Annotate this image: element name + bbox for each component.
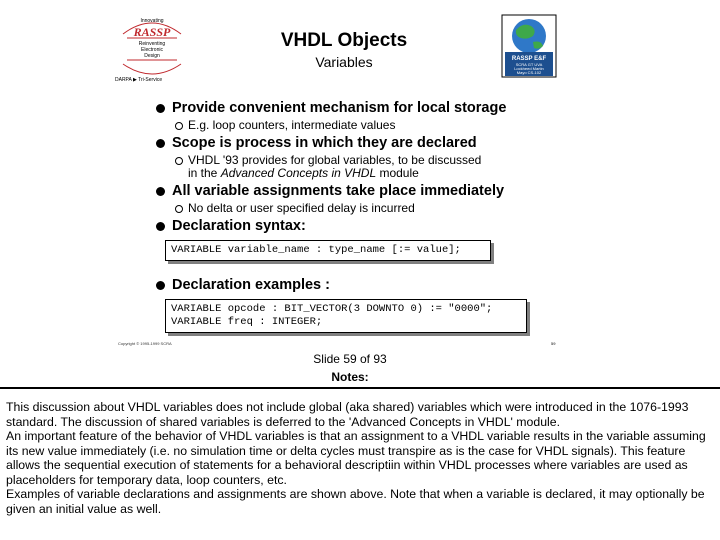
notes-paragraph: Examples of variable declarations and assignments are shown above. Note that when a variable is declared, it may optionally be given an initial value as well. [6, 487, 705, 516]
sub-bullet-line-c: module [376, 166, 419, 180]
bullet-scope [155, 135, 555, 152]
globe-line3: Mayo CS-102 [516, 70, 542, 75]
notes-paragraph: This discussion about VHDL variables does not include global (aka shared) variables which were introduced in the 1076-1993 standard. The discussion of shared variables is deferred to the 'Advanced Concepts in VHDL' module. [6, 400, 689, 429]
slide-content [155, 100, 555, 333]
logo-name: RASSP [133, 25, 171, 39]
slide-number: Slide 59 of 93 [313, 352, 387, 366]
globe-line1: SCRA GT UVA [515, 62, 543, 67]
bullet-dot-icon [156, 281, 165, 290]
slide-title: VHDL Objects [280, 30, 408, 51]
bullet-text: Scope is process in which they are declared [172, 135, 477, 151]
divider [0, 387, 720, 389]
sub-bullet-text: No delta or user specified delay is incurred [188, 201, 415, 215]
logo-line2: Electronic [141, 47, 163, 53]
sub-bullet-text [188, 154, 481, 180]
bullet-text: Provide convenient mechanism for local storage [172, 100, 507, 116]
slide [108, 6, 560, 344]
bullet-dot-icon [156, 187, 165, 196]
sub-bullet [175, 154, 555, 180]
notes-label: Notes: [331, 370, 369, 384]
bullet-dot-icon [156, 222, 165, 231]
bullet-local-storage [155, 100, 555, 117]
sub-bullet [175, 119, 555, 132]
module-name: Advanced Concepts in VHDL [220, 166, 377, 180]
bullet-immediate [155, 183, 555, 200]
bullet-text: Declaration examples : [172, 277, 330, 293]
sub-bullet-text: E.g. loop counters, intermediate values [188, 118, 396, 132]
bullet-declaration-examples [155, 277, 555, 294]
logo-line1: Reinventing [138, 41, 166, 47]
logo-top-text: Innovating [140, 18, 164, 24]
bullet-text: All variable assignments take place immediately [172, 183, 505, 199]
code-line: VARIABLE opcode : BIT_VECTOR(3 DOWNTO 0) := "0000"; [171, 303, 493, 315]
copyright: Copyright © 1995-1999 SCRA [118, 341, 172, 346]
globe-label: RASSP E&F [511, 56, 547, 62]
sub-bullet-line-a: VHDL '93 provides for global variables, to be discussed [188, 153, 482, 167]
rassp-ef-globe-logo [501, 14, 557, 78]
sub-bullet-ring-icon [175, 157, 183, 165]
bullet-dot-icon [156, 104, 165, 113]
notes-body [6, 400, 712, 516]
sub-bullet [175, 202, 555, 215]
bullet-dot-icon [156, 139, 165, 148]
slide-page-mark: 59 [551, 341, 556, 346]
example-code-box [165, 299, 527, 333]
sub-bullet-line-b: in the [188, 166, 221, 180]
slide-subtitle: Variables [315, 54, 373, 70]
globe-line2: Lockheed Martin [514, 66, 544, 71]
bullet-text: Declaration syntax: [172, 218, 306, 234]
logo-line3: Design [144, 53, 160, 59]
sub-bullet-ring-icon [175, 122, 183, 130]
logo-caption: DARPA ▶ Tri-Service [115, 77, 163, 83]
sub-bullet-ring-icon [175, 205, 183, 213]
notes-paragraph: An important feature of the behavior of VHDL variables is that an assignment to a VHDL variable results in the variable assuming its new value immediately (i.e. no simulation time or delta cycles must transpire as is the case for VHDL signals). This feature allows the sequential execution of statements for a behavioral descriptiin within VHDL processes where variables are used as placeholders for temporary data, loop counters, etc. [6, 429, 706, 487]
syntax-code-box [165, 240, 491, 261]
bullet-declaration-syntax [155, 218, 555, 235]
code-line: VARIABLE variable_name : type_name [:= value]; [171, 244, 461, 256]
code-line: VARIABLE freq : INTEGER; [171, 316, 323, 328]
